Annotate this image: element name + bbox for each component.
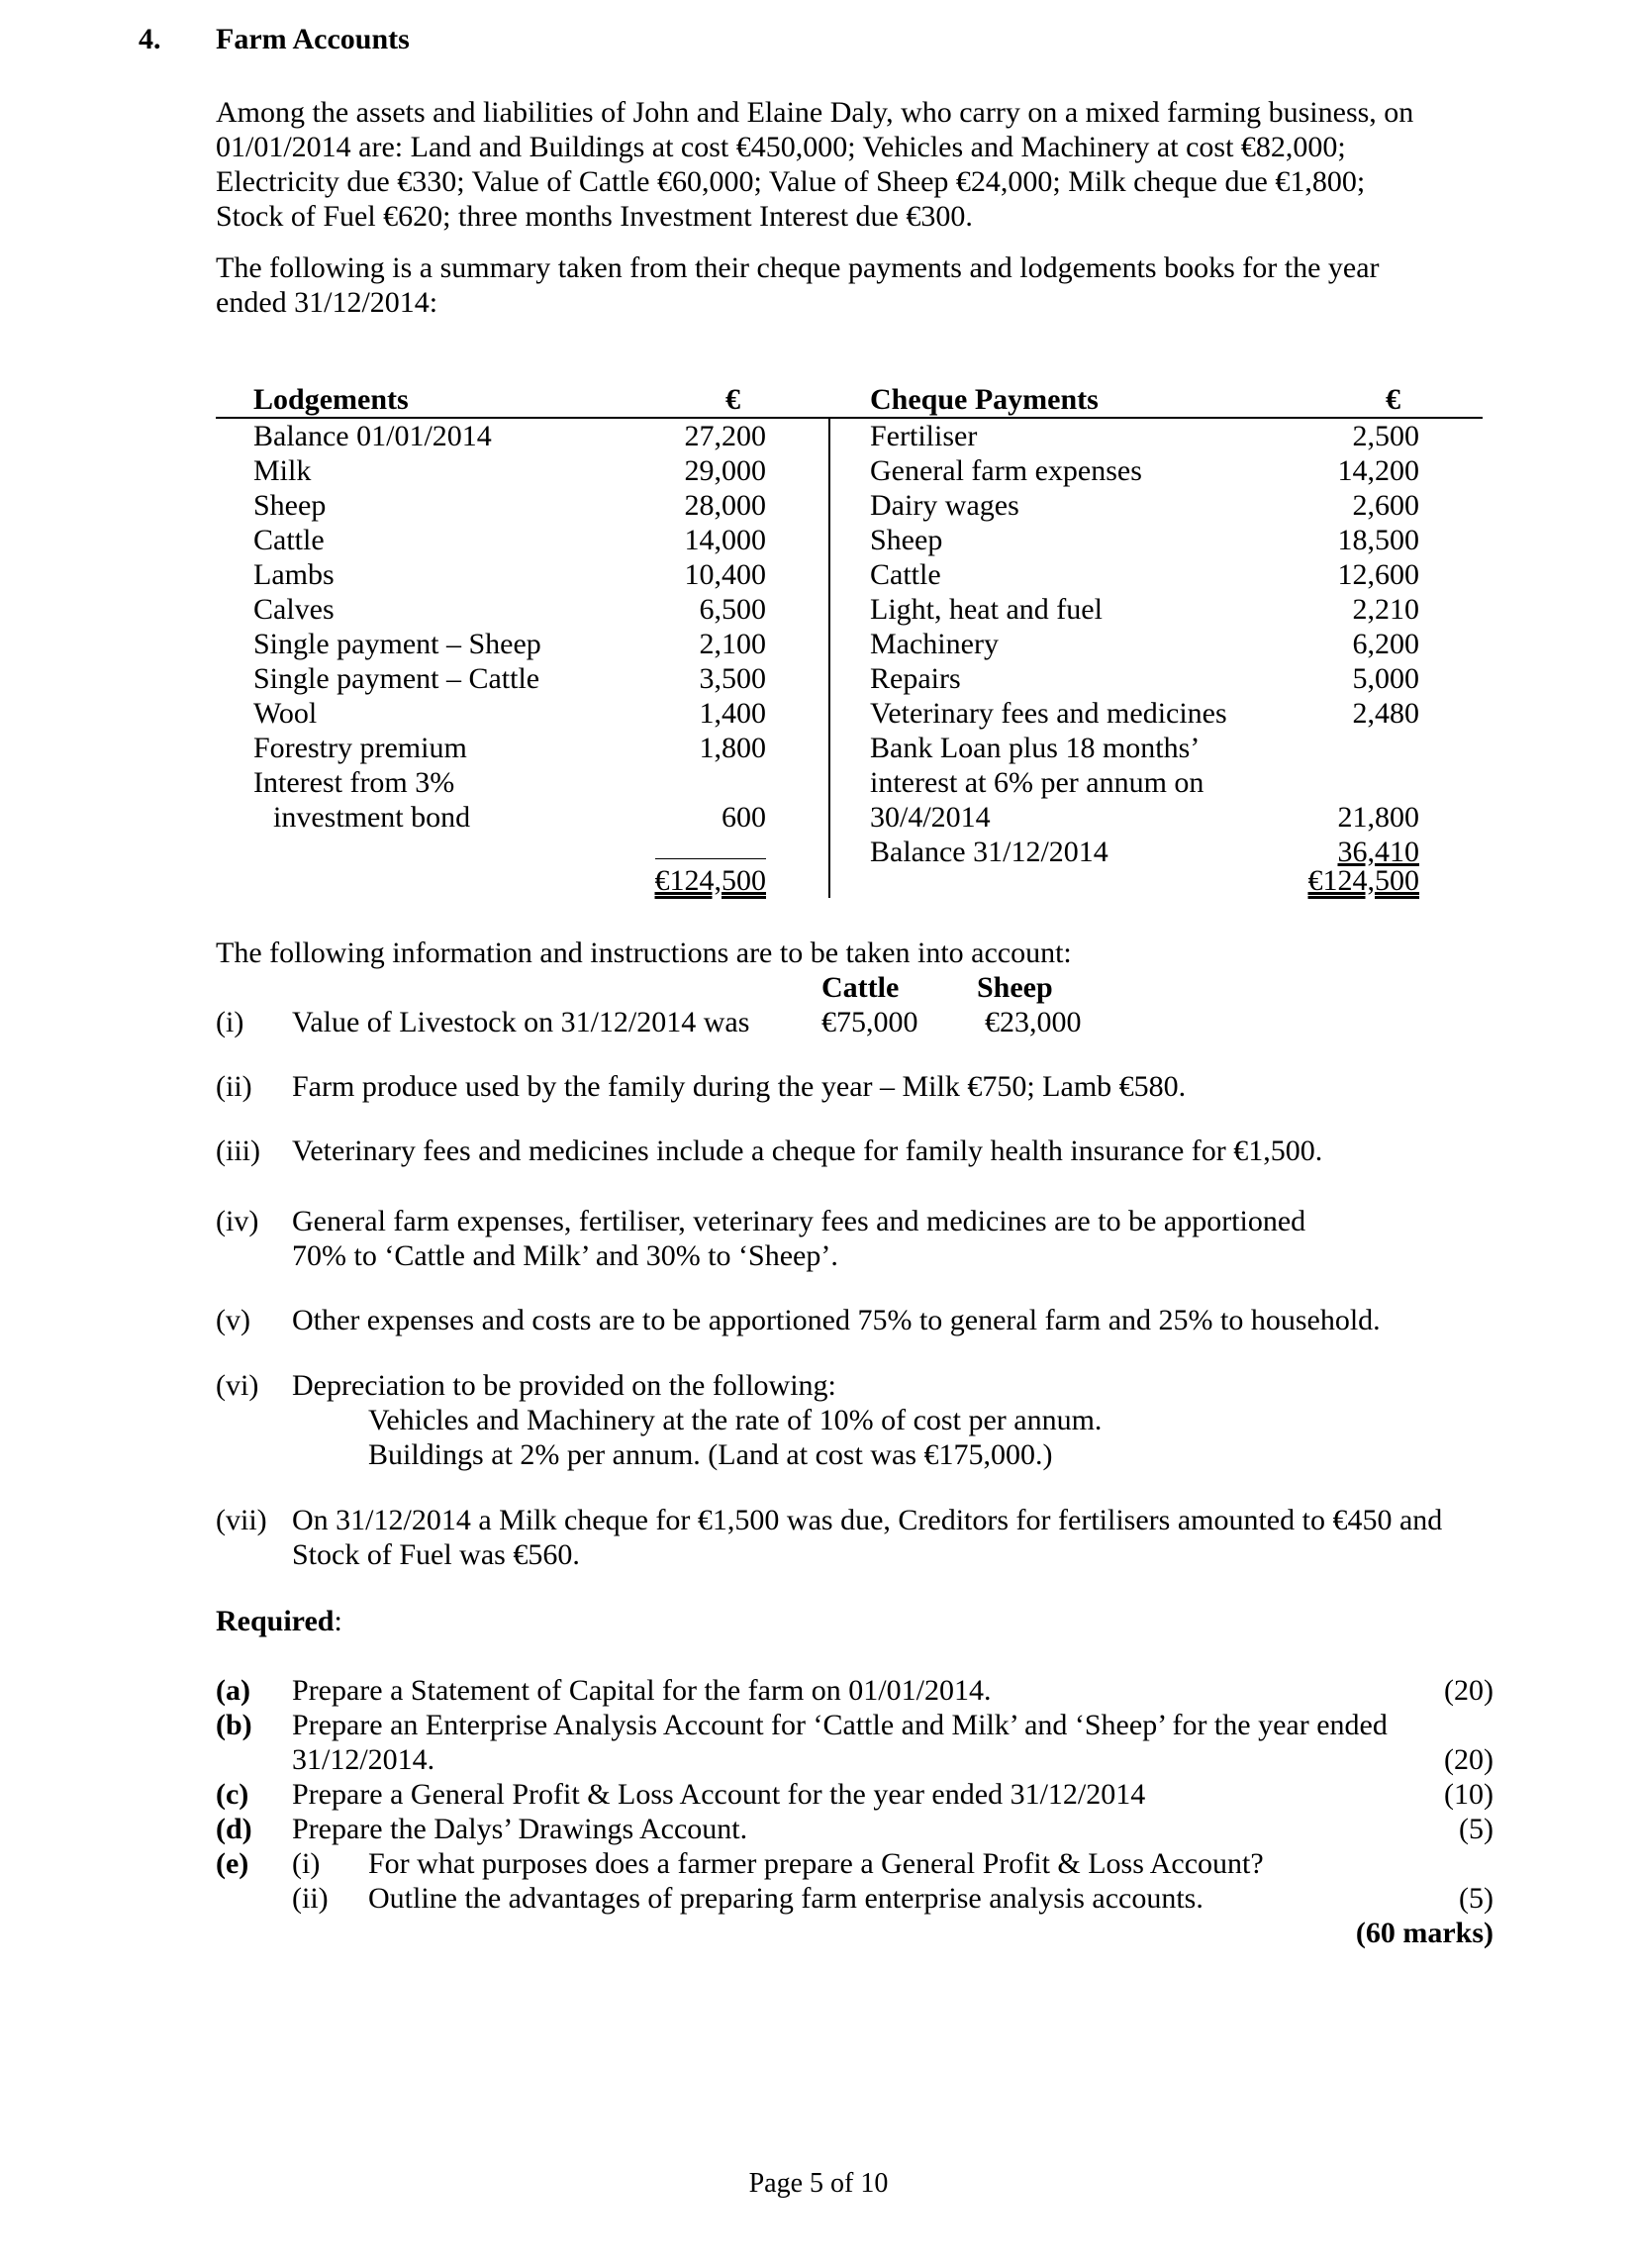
lodgement-amount: 10,400 <box>684 558 766 591</box>
required-part-letter: (a) <box>216 1674 250 1707</box>
info-item-text: General farm expenses, fertiliser, veterinary fees and medicines are to be apportioned <box>292 1205 1306 1237</box>
required-part-text: 31/12/2014. <box>292 1743 435 1776</box>
lodgement-amount: 1,800 <box>699 732 766 764</box>
info-item-number: (v) <box>216 1304 250 1336</box>
required-subpart-number: (ii) <box>292 1882 329 1915</box>
total-marks: (60 marks) <box>1355 1917 1493 1949</box>
lodgement-label: Forestry premium <box>253 732 467 764</box>
payment-amount: 36,410 <box>1337 836 1419 868</box>
payment-amount: 12,600 <box>1337 558 1419 591</box>
lodgement-label: Sheep <box>253 489 327 522</box>
info-item-text: Veterinary fees and medicines include a cheque for family health insurance for €1,500. <box>292 1134 1323 1167</box>
info-item-text: Stock of Fuel was €560. <box>292 1538 580 1571</box>
livestock-header-sheep: Sheep <box>977 971 1053 1004</box>
payment-label: interest at 6% per annum on <box>870 766 1204 799</box>
page-footer: Page 5 of 10 <box>748 2168 889 2199</box>
lodgements-currency: € <box>725 383 740 416</box>
payment-label: Veterinary fees and medicines <box>870 697 1227 730</box>
question-title: Farm Accounts <box>216 23 410 55</box>
info-item-number: (ii) <box>216 1070 252 1103</box>
required-part-letter: (d) <box>216 1813 252 1845</box>
lodgement-label: Wool <box>253 697 318 730</box>
lodgement-amount: 3,500 <box>699 662 766 695</box>
required-heading <box>216 1604 342 1638</box>
payment-label: General farm expenses <box>870 454 1142 487</box>
intro-line: Among the assets and liabilities of John and Elaine Daly, who carry on a mixed farming business, on <box>216 96 1414 129</box>
payment-amount: 5,000 <box>1352 662 1419 695</box>
lodgement-label: Balance 01/01/2014 <box>253 420 492 452</box>
payment-label: Bank Loan plus 18 months’ <box>870 732 1201 764</box>
info-item-number: (iv) <box>216 1205 259 1237</box>
payments-header: Cheque Payments <box>870 383 1099 416</box>
required-part-letter: (b) <box>216 1709 252 1741</box>
required-part-marks: (10) <box>1444 1778 1493 1811</box>
payment-amount: 6,200 <box>1352 628 1419 660</box>
required-part-marks: (20) <box>1444 1674 1493 1707</box>
intro-line: Stock of Fuel €620; three months Investment Interest due €300. <box>216 200 973 233</box>
payments-total: €124,500 <box>1307 864 1419 897</box>
payment-label: Sheep <box>870 524 943 556</box>
payments-currency: € <box>1386 383 1400 416</box>
payment-amount: 21,800 <box>1337 801 1419 834</box>
lodgement-label: Calves <box>253 593 335 626</box>
payment-amount: 18,500 <box>1337 524 1419 556</box>
lodgement-label: Milk <box>253 454 312 487</box>
required-part-letter: (e) <box>216 1847 249 1880</box>
payment-label: Repairs <box>870 662 961 695</box>
required-heading-text: Required <box>216 1605 335 1637</box>
lodgement-amount: 2,100 <box>699 628 766 660</box>
lodgement-label: investment bond <box>273 801 471 834</box>
payment-label: Cattle <box>870 558 941 591</box>
lodgement-amount: 29,000 <box>684 454 766 487</box>
lodgement-amount: 27,200 <box>684 420 766 452</box>
column-divider <box>828 417 830 898</box>
lodgement-amount: 600 <box>722 801 766 834</box>
required-part-text: Prepare an Enterprise Analysis Account for ‘Cattle and Milk’ and ‘Sheep’ for the year ended <box>292 1709 1388 1741</box>
livestock-value-cattle: €75,000 <box>821 1006 918 1038</box>
lodgement-amount: 6,500 <box>699 593 766 626</box>
payment-label: Balance 31/12/2014 <box>870 836 1108 868</box>
required-part-text: Prepare a Statement of Capital for the farm on 01/01/2014. <box>292 1674 992 1707</box>
info-item-text: Farm produce used by the family during the year – Milk €750; Lamb €580. <box>292 1070 1187 1103</box>
livestock-header-cattle: Cattle <box>821 971 900 1004</box>
info-item-text: Vehicles and Machinery at the rate of 10% of cost per annum. <box>368 1404 1103 1436</box>
lodgement-label: Single payment – Cattle <box>253 662 540 695</box>
summary-line: The following is a summary taken from their cheque payments and lodgements books for the year <box>216 251 1380 284</box>
info-item-text: Depreciation to be provided on the following: <box>292 1369 836 1402</box>
info-item-number: (iii) <box>216 1134 260 1167</box>
lodgement-label: Single payment – Sheep <box>253 628 541 660</box>
info-item-number: (i) <box>216 1006 244 1038</box>
required-part-text: Prepare a General Profit & Loss Account for the year ended 31/12/2014 <box>292 1778 1146 1811</box>
payment-label: Machinery <box>870 628 999 660</box>
summary-line: ended 31/12/2014: <box>216 286 438 319</box>
lodgement-amount: 28,000 <box>684 489 766 522</box>
payment-amount: 14,200 <box>1337 454 1419 487</box>
required-part-marks: (20) <box>1444 1743 1493 1776</box>
required-subpart-text: Outline the advantages of preparing farm enterprise analysis accounts. <box>368 1882 1204 1915</box>
lodgement-amount: 14,000 <box>684 524 766 556</box>
info-item-text: Buildings at 2% per annum. (Land at cost was €175,000.) <box>368 1438 1053 1471</box>
payment-amount: 2,600 <box>1352 489 1419 522</box>
info-item-number: (vii) <box>216 1504 267 1536</box>
lodgements-total: €124,500 <box>654 864 766 897</box>
required-part-text: Prepare the Dalys’ Drawings Account. <box>292 1813 748 1845</box>
info-item-text: Value of Livestock on 31/12/2014 was <box>292 1006 750 1038</box>
info-item-text: 70% to ‘Cattle and Milk’ and 30% to ‘Sheep’. <box>292 1239 838 1272</box>
payment-label: Dairy wages <box>870 489 1019 522</box>
required-subpart-number: (i) <box>292 1847 321 1880</box>
required-part-letter: (c) <box>216 1778 249 1811</box>
info-item-text: Other expenses and costs are to be apportioned 75% to general farm and 25% to household. <box>292 1304 1381 1336</box>
required-heading-colon: : <box>334 1605 342 1637</box>
payment-label: Fertiliser <box>870 420 978 452</box>
lodgements-header: Lodgements <box>253 383 409 416</box>
info-item-number: (vi) <box>216 1369 259 1402</box>
info-heading: The following information and instructions are to be taken into account: <box>216 937 1072 969</box>
required-part-marks: (5) <box>1459 1882 1493 1915</box>
intro-line: Electricity due €330; Value of Cattle €60,000; Value of Sheep €24,000; Milk cheque due €1,800; <box>216 165 1366 198</box>
total-rule <box>655 858 766 859</box>
livestock-value-sheep: €23,000 <box>985 1006 1082 1038</box>
required-subpart-text: For what purposes does a farmer prepare a General Profit & Loss Account? <box>368 1847 1264 1880</box>
payment-label: 30/4/2014 <box>870 801 991 834</box>
lodgement-label: Cattle <box>253 524 325 556</box>
lodgement-label: Lambs <box>253 558 335 591</box>
question-number: 4. <box>139 23 161 55</box>
info-item-text: On 31/12/2014 a Milk cheque for €1,500 was due, Creditors for fertilisers amounted to €450 and <box>292 1504 1443 1536</box>
lodgement-amount: 1,400 <box>699 697 766 730</box>
payment-label: Light, heat and fuel <box>870 593 1103 626</box>
lodgement-label: Interest from 3% <box>253 766 455 799</box>
payment-amount: 2,480 <box>1352 697 1419 730</box>
intro-line: 01/01/2014 are: Land and Buildings at cost €450,000; Vehicles and Machinery at cost €82,000; <box>216 131 1346 163</box>
payment-amount: 2,500 <box>1352 420 1419 452</box>
required-part-marks: (5) <box>1459 1813 1493 1845</box>
payment-amount: 2,210 <box>1352 593 1419 626</box>
